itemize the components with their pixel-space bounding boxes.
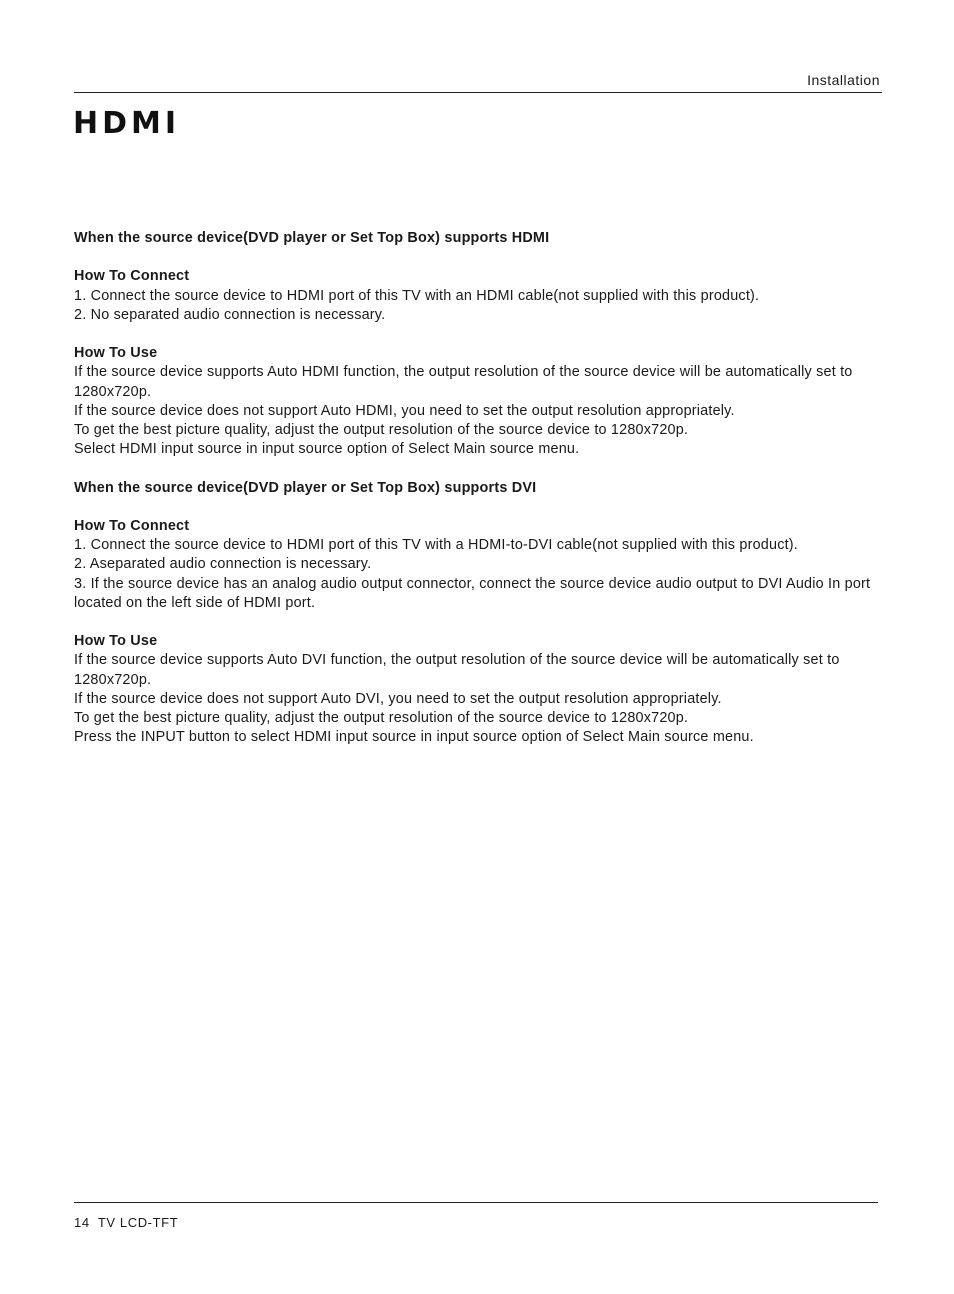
instruction-line: 2. Aseparated audio connection is necessary. — [74, 556, 372, 573]
how-to-use-block — [74, 344, 874, 459]
instruction-line: If the source device supports Auto DVI function, the output resolution of the source device will be automatically set to 1280x720p. — [74, 652, 840, 688]
how-to-use-block — [74, 632, 874, 747]
sub-heading-connect: How To Connect — [74, 517, 190, 534]
instruction-line: To get the best picture quality, adjust the output resolution of the source device to 1280x720p. — [74, 710, 689, 726]
instruction-line: If the source device does not support Auto DVI, you need to set the output resolution appropriately. — [74, 690, 722, 707]
footer-divider — [74, 1202, 878, 1203]
section-hdmi — [74, 229, 874, 459]
how-to-connect-block — [74, 517, 874, 613]
instruction-line: If the source device supports Auto HDMI function, the output resolution of the source device will be automatically set to 1280x720p. — [74, 364, 853, 400]
header-section-label: Installation — [807, 72, 880, 88]
instruction-line: 1. Connect the source device to HDMI port of this TV with an HDMI cable(not supplied with this product). — [74, 287, 760, 304]
instruction-line: 2. No separated audio connection is necessary. — [74, 306, 386, 323]
footer-page-label: 14 TV LCD-TFT — [74, 1215, 179, 1230]
section-heading: When the source device(DVD player or Set Top Box) supports DVI — [74, 479, 537, 496]
page-title: HDMI — [73, 106, 181, 141]
manual-content — [74, 229, 874, 767]
section-heading: When the source device(DVD player or Set Top Box) supports HDMI — [74, 230, 550, 246]
header-divider — [74, 92, 882, 93]
section-dvi — [74, 479, 874, 748]
instruction-line: 1. Connect the source device to HDMI port of this TV with a HDMI-to-DVI cable(not supplied with this product). — [74, 537, 798, 554]
how-to-connect-block — [74, 267, 874, 325]
instruction-line: 3. If the source device has an analog audio output connector, connect the source device audio output to DVI Audio In port located on the left side of HDMI port. — [74, 575, 871, 611]
instruction-line: Select HDMI input source in input source option of Select Main source menu. — [74, 441, 580, 458]
sub-heading-connect: How To Connect — [74, 268, 190, 285]
instruction-line: To get the best picture quality, adjust the output resolution of the source device to 1280x720p. — [74, 422, 689, 438]
instruction-line: Press the INPUT button to select HDMI input source in input source option of Select Main source menu. — [74, 729, 754, 746]
sub-heading-use: How To Use — [74, 633, 158, 650]
sub-heading-use: How To Use — [74, 345, 158, 362]
instruction-line: If the source device does not support Auto HDMI, you need to set the output resolution appropriately. — [74, 402, 735, 419]
